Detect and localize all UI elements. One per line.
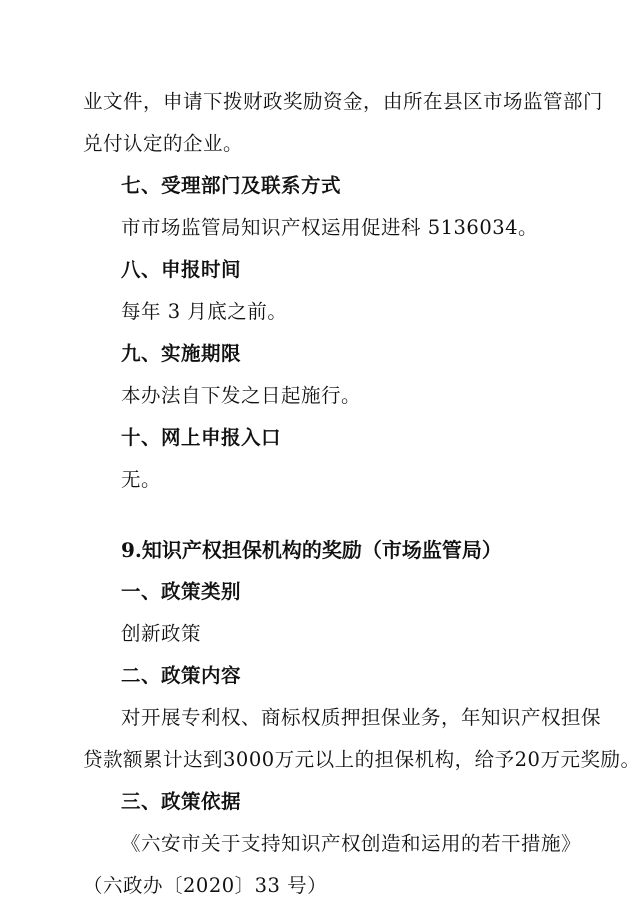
policy-title: 9.知识产权担保机构的奖励（市场监管局） (121, 538, 502, 562)
body-policy-content-line-1: 对开展专利权、商标权质押担保业务，年知识产权担保 (121, 706, 602, 729)
heading-policy-type: 一、政策类别 (121, 580, 242, 603)
body-contact: 市市场监管局知识产权运用促进科 5136034。 (121, 216, 539, 239)
body-application-time: 每年 3 月底之前。 (121, 300, 288, 323)
heading-implementation-period: 九、实施期限 (121, 342, 242, 365)
body-policy-basis-line-2: （六政办〔2020〕33 号） (83, 874, 328, 897)
body-implementation-period: 本办法自下发之日起施行。 (121, 384, 362, 407)
continuation-line-2: 兑付认定的企业。 (83, 132, 244, 155)
body-policy-content-line-2: 贷款额累计达到3000万元以上的担保机构，给予20万元奖励。 (83, 748, 641, 771)
heading-online-entry: 十、网上申报入口 (121, 426, 282, 449)
body-online-entry: 无。 (121, 468, 162, 491)
heading-policy-content: 二、政策内容 (121, 664, 242, 687)
heading-contact: 七、受理部门及联系方式 (121, 174, 342, 197)
body-policy-basis-line-1: 《六安市关于支持知识产权创造和运用的若干措施》 (121, 832, 582, 855)
body-policy-type: 创新政策 (121, 622, 202, 645)
heading-policy-basis: 三、政策依据 (121, 790, 242, 813)
continuation-line-1: 业文件，申请下拨财政奖励资金，由所在县区市场监管部门 (83, 90, 604, 113)
heading-application-time: 八、申报时间 (121, 258, 242, 281)
